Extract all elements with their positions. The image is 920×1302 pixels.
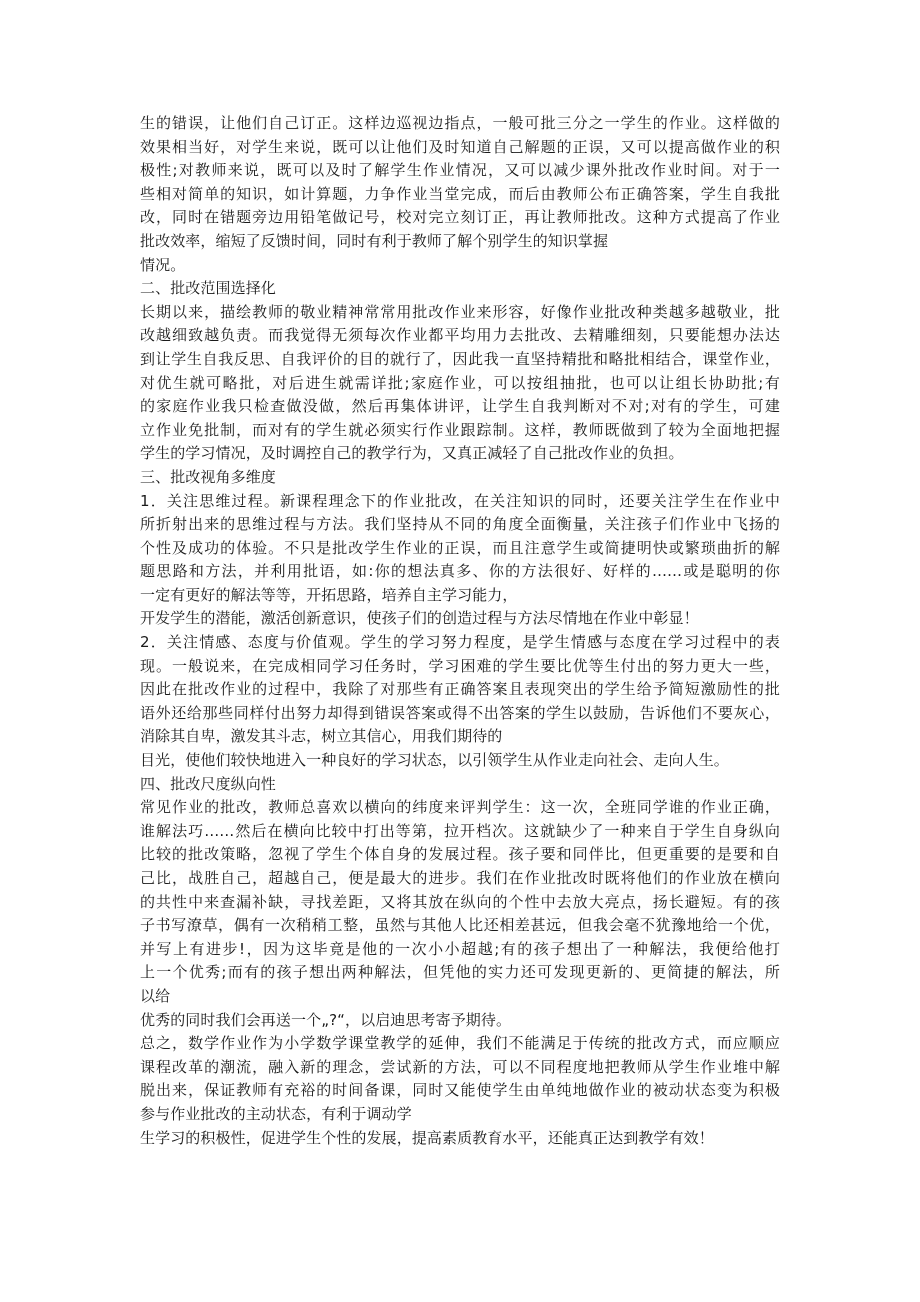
text-line: 改，同时在错题旁边用铅笔做记号，校对完立刻订正，再让教师批改。这种方式提高了作业 — [140, 208, 780, 227]
text-line: 情况。 — [140, 255, 186, 274]
text-line: 生学习的积极性，促进学生个性的发展，提高素质教育水平，还能真正达到教学有效！ — [140, 1128, 714, 1147]
text-line: 优秀的同时我们会再送一个„?“，以启迪思考寄予期待。 — [140, 1010, 512, 1029]
text-line: 立作业免批制，而对有的学生就必须实行作业跟踪制。这样，教师既做到了较为全面地把握 — [140, 420, 780, 439]
text-line: 总之，数学作业作为小学数学课堂教学的延伸，我们不能满足于传统的批改方式，而应顺应 — [140, 1034, 780, 1053]
text-line: 比较的批改策略，忽视了学生个体自身的发展过程。孩子要和同伴比，但更重要的是要和自 — [140, 845, 780, 864]
document-body — [140, 112, 780, 1150]
text-line: 谁解法巧……然后在横向比较中打出等第，拉开档次。这就缺少了一种来自于学生自身纵向 — [140, 821, 780, 840]
text-line: 对优生就可略批，对后进生就需详批;家庭作业，可以按组抽批，也可以让组长协助批;有 — [140, 373, 780, 392]
text-line: 的家庭作业我只检查做没做，然后再集体讲评，让学生自我判断对不对;对有的学生，可建 — [140, 397, 780, 416]
text-line: 个性及成功的体验。不只是批改学生作业的正误，而且注意学生或简捷明快或繁琐曲折的解 — [140, 538, 780, 557]
text-line: 课程改革的潮流，融入新的理念，尝试新的方法，可以不同程度地把教师从学生作业堆中解 — [140, 1057, 780, 1076]
text-line: 2．关注情感、态度与价值观。学生的学习努力程度，是学生情感与态度在学习过程中的表 — [140, 633, 780, 652]
text-line: 脱出来，保证教师有充裕的时间备课，同时又能使学生由单纯地做作业的被动状态变为积极 — [140, 1081, 780, 1100]
text-line: 并写上有进步!，因为这毕竟是他的一次小小超越;有的孩子想出了一种解法，我便给他打 — [140, 939, 780, 958]
text-line: 上一个优秀;而有的孩子想出两种解法，但凭他的实力还可发现更新的、更简捷的解法，所 — [140, 963, 780, 982]
text-line: 的共性中来查漏补缺，寻找差距，又将其放在纵向的个性中去放大亮点，扬长避短。有的孩 — [140, 892, 780, 911]
text-line: 效果相当好，对学生来说，既可以让他们及时知道自己解题的正误，又可以提高做作业的积 — [140, 137, 780, 156]
text-line: 参与作业批改的主动状态，有利于调动学 — [140, 1104, 412, 1123]
text-line: 一定有更好的解法等等，开拓思路，培养自主学习能力， — [140, 585, 518, 604]
text-line: 三、批改视角多维度 — [140, 467, 276, 486]
text-line: 开发学生的潜能，激活创新意识，使孩子们的创造过程与方法尽情地在作业中彰显！ — [140, 609, 699, 628]
text-line: 长期以来，描绘教师的敬业精神常常用批改作业来形容，好像作业批改种类越多越敬业，批 — [140, 302, 780, 321]
text-line: 些相对简单的知识，如计算题，力争作业当堂完成，而后由教师公布正确答案，学生自我批 — [140, 184, 780, 203]
text-line: 语外还给那些同样付出努力却得到错误答案或得不出答案的学生以鼓励，告诉他们不要灰心， — [140, 703, 780, 722]
text-line: 己比，战胜自己，超越自己，便是最大的进步。我们在作业批改时既将他们的作业放在横向 — [140, 869, 780, 887]
text-line: 以给 — [140, 986, 171, 1005]
text-line: 消除其自卑，激发其斗志，树立其信心，用我们期待的 — [140, 727, 503, 746]
text-line: 题思路和方法，并利用批语，如:你的想法真多、你的方法很好、好样的……或是聪明的你 — [140, 562, 780, 581]
text-line: 所折射出来的思维过程与方法。我们坚持从不同的角度全面衡量，关注孩子们作业中飞扬的 — [140, 515, 780, 534]
text-line: 子书写潦草，偶有一次稍稍工整，虽然与其他人比还相差甚远，但我会毫不犹豫地给一个优， — [140, 916, 780, 935]
text-line: 二、批改范围选择化 — [140, 279, 276, 298]
text-line: 因此在批改作业的过程中，我除了对那些有正确答案且表现突出的学生给予简短激励性的批 — [140, 680, 780, 699]
text-line: 极性;对教师来说，既可以及时了解学生作业情况，又可以减少课外批改作业时间。对于一 — [140, 161, 780, 180]
text-line: 批改效率，缩短了反馈时间，同时有利于教师了解个别学生的知识掌握 — [140, 231, 609, 250]
text-line: 学生的学习情况，及时调控自己的教学行为，又真正减轻了自己批改作业的负担。 — [140, 444, 684, 463]
text-line: 生的错误，让他们自己订正。这样边巡视边指点，一般可批三分之一学生的作业。这样做的 — [140, 114, 780, 132]
text-line: 四、批改尺度纵向性 — [140, 774, 276, 793]
text-line: 到让学生自我反思、自我评价的目的就行了，因此我一直坚持精批和略批相结合，课堂作业， — [140, 349, 780, 368]
text-line: 常见作业的批改，教师总喜欢以横向的纬度来评判学生：这一次，全班同学谁的作业正确， — [140, 798, 780, 817]
text-line: 现。一般说来，在完成相同学习任务时，学习困难的学生要比优等生付出的努力更大一些， — [140, 656, 780, 675]
text-line: 目光，使他们较快地进入一种良好的学习状态，以引领学生从作业走向社会、走向人生。 — [140, 751, 729, 770]
text-line: 改越细致越负责。而我觉得无须每次作业都平均用力去批改、去精雕细刻，只要能想办法达 — [140, 326, 780, 345]
text-line: 1．关注思维过程。新课程理念下的作业批改，在关注知识的同时，还要关注学生在作业中 — [140, 491, 780, 510]
